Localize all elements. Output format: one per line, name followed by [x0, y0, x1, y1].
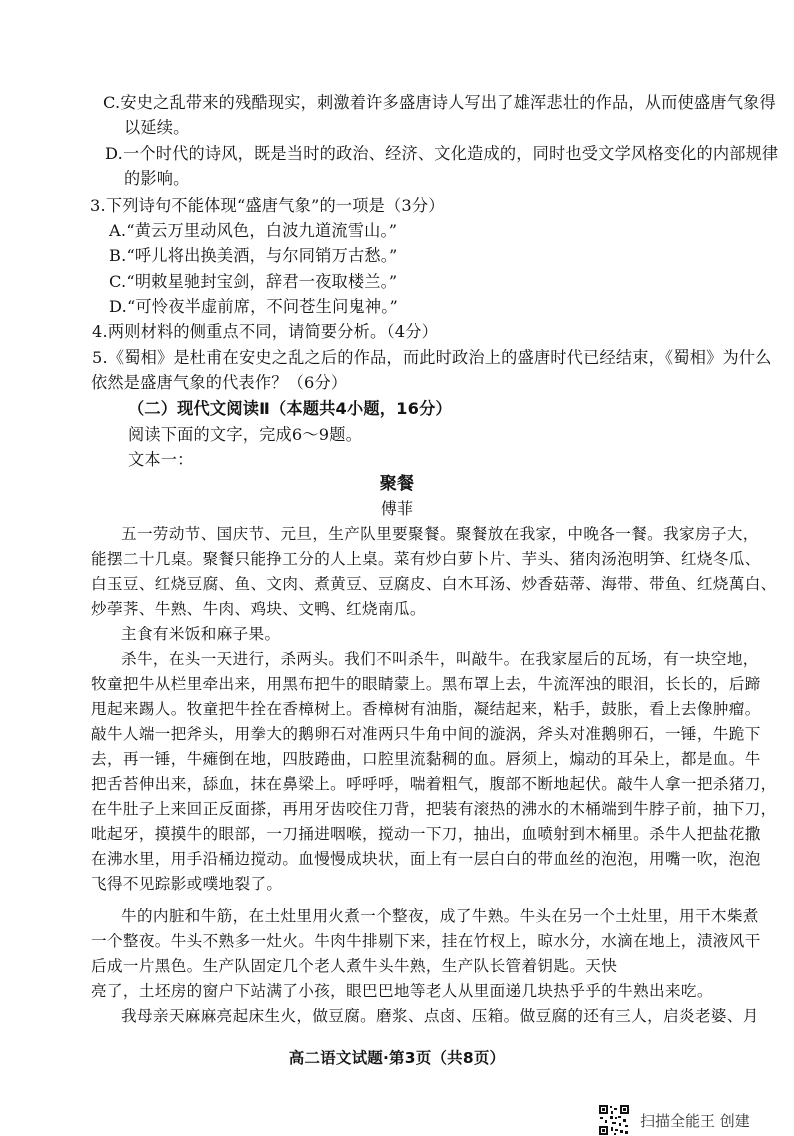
article-line: 主食有米饭和麻子果。: [121, 625, 281, 643]
qr-code-icon: [598, 1104, 630, 1136]
section-instruction: 阅读下面的文字，完成6～9题。: [128, 425, 363, 444]
article-line: 甩起来踢人。牧童把牛拴在香樟树上。香樟树有油脂，凝结起来，粘手，鼓胀，看上去像肿瘤。: [91, 700, 761, 718]
option-d-line1: D.一个时代的诗风，既是当时的政治、经济、文化造成的，同时也受文学风格变化的内部规律: [105, 144, 779, 163]
section-heading: （二）现代文阅读Ⅱ（本题共4小题，16分）: [128, 399, 452, 418]
article-line: 去，再一锤，牛瘫倒在地，四肢踡曲，口腔里流黏稠的血。唇须上，煽动的耳朵上，都是血。牛: [91, 750, 761, 768]
article-title: 聚餐: [379, 474, 415, 494]
article-line: 在牛肚子上来回正反面搽，再用牙齿咬住刀背，把装有滚热的沸水的木桶端到牛脖子前，抽下刀，: [91, 800, 777, 818]
article-line: 亮了，土坯房的窗户下站满了小孩，眼巴巴地等老人从里面递几块热乎乎的牛熟出来吃。: [91, 982, 713, 1000]
scanner-watermark: 扫描全能王 创建: [640, 1112, 750, 1130]
question-3-option-a: A.“黄云万里动风色，白波九道流雪山。”: [109, 221, 398, 240]
article-line: 吡起牙，摸摸牛的眼部，一刀捅进咽喉，搅动一下刀，抽出，血喷射到木桶里。杀牛人把盐花撒: [91, 825, 761, 843]
question-3-option-c: C.“明敕星驰封宝剑，辞君一夜取楼兰。”: [109, 272, 398, 291]
question-3-stem: 3.下列诗句不能体现“盛唐气象”的一项是（3分）: [90, 196, 445, 215]
question-3-option-b: B.“呼儿将出换美酒，与尔同销万古愁。”: [109, 246, 398, 265]
article-line: 牧童把牛从栏里牵出来，用黑布把牛的眼睛蒙上。黑布罩上去，牛流浑浊的眼泪，长长的，后蹄: [91, 675, 761, 693]
article-line: 牛的内脏和牛筋，在土灶里用火煮一个整夜，成了牛熟。牛头在另一个土灶里，用干木柴煮: [121, 907, 759, 925]
article-line: 飞得不见踪影或噗地裂了。: [91, 875, 283, 893]
question-5-line1: 5.《蜀相》是杜甫在安史之乱之后的作品，而此时政治上的盛唐时代已经结束，《蜀相》为什么: [92, 348, 772, 367]
text-label: 文本一：: [128, 450, 194, 469]
question-5-line2: 依然是盛唐气象的代表作？（6分）: [91, 373, 348, 392]
option-d-line2: 的影响。: [124, 169, 190, 188]
option-c-line1: C.安史之乱带来的残酷现实，刺激着许多盛唐诗人写出了雄浑悲壮的作品，从而使盛唐气象得: [103, 93, 776, 112]
article-line: 炒荸荠、牛熟、牛肉、鸡块、文鸭、红烧南瓜。: [91, 600, 426, 618]
page-footer: 高二语文试题·第3页（共8页）: [288, 1049, 506, 1067]
article-line: 杀牛，在头一天进行，杀两头。我们不叫杀牛，叫敲牛。在我家屋后的瓦场，有一块空地，: [121, 650, 759, 668]
question-3-option-d: D.“可怜夜半虚前席，不问苍生问鬼神。”: [109, 297, 398, 316]
article-line: 我母亲天麻麻亮起床生火，做豆腐。磨浆、点卤、压箱。做豆腐的还有三人，启炎老婆、月: [121, 1007, 759, 1025]
article-line: 能摆二十几桌。聚餐只能挣工分的人上桌。菜有炒白萝卜片、芋头、猪肉汤泡明笋、红烧冬瓜、: [91, 550, 761, 568]
article-line: 在沸水里，用手沿桶边搅动。血慢慢成块状，面上有一层白白的带血丝的泡泡，用嘴一吹，泡泡: [91, 850, 761, 868]
article-line: 后成一片黑色。生产队固定几个老人煮牛头牛熟，生产队长管着钥匙。天快: [91, 957, 618, 975]
question-4: 4.两则材料的侧重点不同，请简要分析。（4分）: [92, 322, 438, 341]
option-c-line2: 以延续。: [124, 118, 190, 137]
article-author: 傅菲: [380, 499, 414, 518]
article-line: 五一劳动节、国庆节、元旦，生产队里要聚餐。聚餐放在我家，中晚各一餐。我家房子大，: [121, 525, 759, 543]
article-line: 敲牛人端一把斧头，用拳大的鹅卵石对准两只牛角中间的漩涡，斧头对准鹅卵石，一锤，牛跪下: [91, 725, 761, 743]
article-line: 一个整夜。牛头不熟多一灶火。牛肉牛排剔下来，挂在竹杈上，晾水分，水滴在地上，渍液风干: [91, 932, 761, 950]
article-line: 把舌苔伸出来，舔血，抹在鼻梁上。呼呼呼，喘着粗气，腹部不断地起伏。敲牛人拿一把杀猪刀，: [91, 775, 777, 793]
article-line: 白玉豆、红烧豆腐、鱼、文肉、煮黄豆、豆腐皮、白木耳汤、炒香菇蒂、海带、带鱼、红烧萬白、: [91, 575, 777, 593]
